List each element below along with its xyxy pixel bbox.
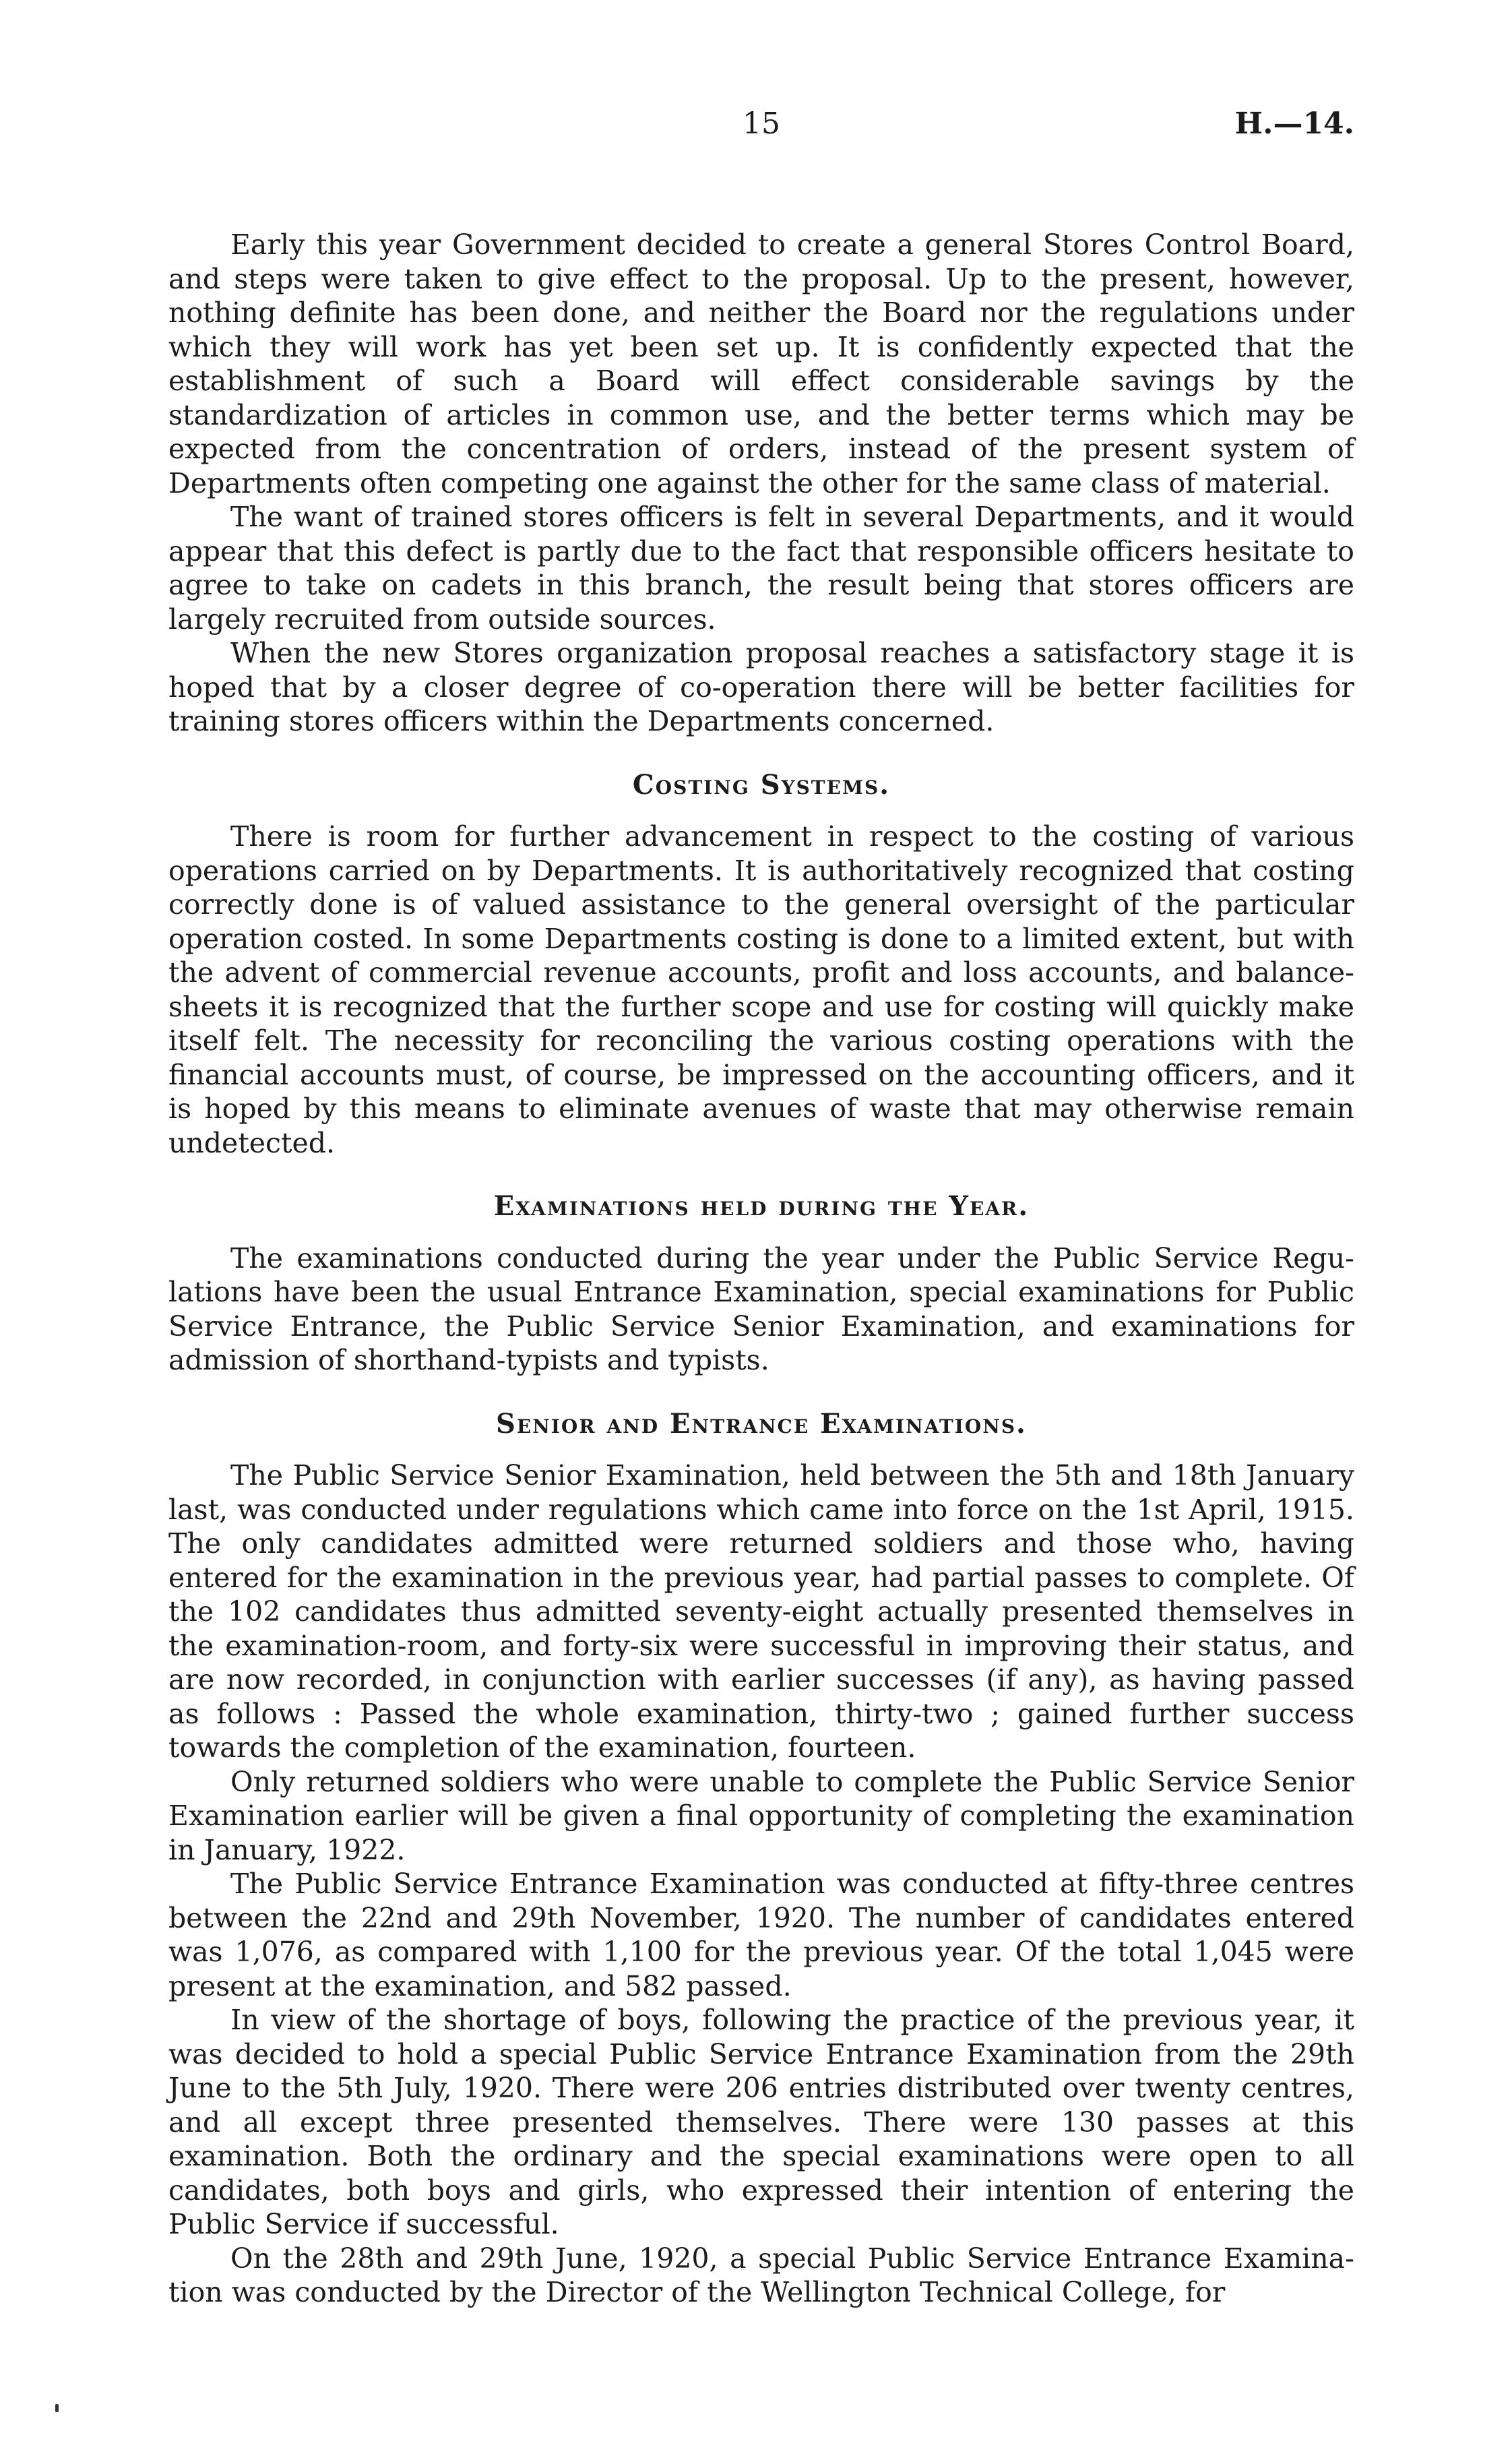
paragraph-special-examination: In view of the shortage of boys, following the practice of the previous year, it was decided to hold a special Public Service Entrance Examination from the 29th June to the 5th July, 1920. There were 206 entries distributed over twenty centres, and all except three presented themselves. There were 130 passes at this examination. Both the ordinary and the special examinations were open to all candidates, both boys and girls, who expressed their intention of entering the Public Service if successful. (168, 2004, 1354, 2240)
paragraph-stores-officers: The want of trained stores officers is felt in several Departments, and it would appear that this defect is partly due to the fact that responsible officers hesitate to agree to take on cadets in this branch, the result being that stores officers are largely recruited from outside sources. (168, 501, 1354, 636)
paragraph-returned-soldiers: Only returned soldiers who were unable to complete the Public Service Senior Examination earlier will be given a final opportunity of completing the examination in January, 1922. (168, 1765, 1354, 1866)
paragraph-entrance-examination: The Public Service Entrance Examination was conducted at fifty-three centres between the 22nd and 29th November, 1920. The number of candidates entered was 1,076, as compared with 1,100 for the previous year. Of the total 1,045 were present at the examination, and 582 passed. (168, 1868, 1354, 2002)
heading-examinations: Examinations held during the Year. (493, 1190, 1030, 1222)
paragraph-stores-organization: When the new Stores organization proposal reaches a satisfactory stage it is hoped that by a closer degree of co-operation there will be better facilities for training stores officers within the Departments concerned. (168, 637, 1354, 737)
paragraph-stores-control-board: Early this year Government decided to create a general Stores Control Board, and steps were taken to give effect to the proposal. Up to the present, however, nothing definite has been done, and neither the Board nor the regulations under which they will work has yet been set up. It is confidently expected that the establishment of such a Board will effect considerable savings by the standardization of articles in common use, and the better terms which may be expected from the concentration of orders, instead of the present system of Departments often competing one against the other for the same class of material. (168, 228, 1354, 499)
page-header (168, 106, 1354, 154)
heading-senior-entrance: Senior and Entrance Examinations. (496, 1407, 1027, 1440)
document-reference: H.—14. (1234, 106, 1354, 141)
paragraph-technical-college: On the 28th and 29th June, 1920, a special Public Service Entrance Examination was conducted by the Director of the Wellington Technical College, for (168, 2242, 1354, 2308)
paragraph-senior-examination: The Public Service Senior Examination, held between the 5th and 18th January last, was conducted under regulations which came into force on the 1st April, 1915. The only candidates admitted were returned soldiers and those who, having entered for the examination in the previous year, had partial passes to complete. Of the 102 candidates thus admitted seventy-eight actually presented themselves in the examination-room, and forty-six were successful in improving their status, and are now recorded, in conjunction with earlier successes (if any), as having passed as follows : Passed the whole examination, thirty-two ; gained further success towards the completion of the examination, fourteen. (168, 1459, 1354, 1764)
paragraph-costing: There is room for further advancement in respect to the costing of various operations carried on by Departments. It is authoritatively recognized that costing correctly done is of valued assistance to the general oversight of the particular operation costed. In some Departments costing is done to a limited extent, but with the advent of commercial revenue accounts, profit and loss accounts, and balance-sheets it is recognized that the further scope and use for costing will quickly make itself felt. The necessity for reconciling the various costing operations with the financial accounts must, of course, be impressed on the accounting officers, and it is hoped by this means to eliminate avenues of waste that may otherwise remain undetected. (168, 820, 1354, 1159)
document-body (168, 228, 1354, 2310)
paragraph-examinations: The examinations conducted during the year under the Public Service Regulations have been the usual Entrance Examination, special examinations for Public Service Entrance, the Public Service Senior Examination, and examinations for admission of shorthand-typists and typists. (168, 1241, 1354, 1376)
page-number: 15 (743, 106, 780, 141)
heading-costing-systems: Costing Systems. (632, 768, 891, 801)
margin-mark (55, 2404, 59, 2412)
